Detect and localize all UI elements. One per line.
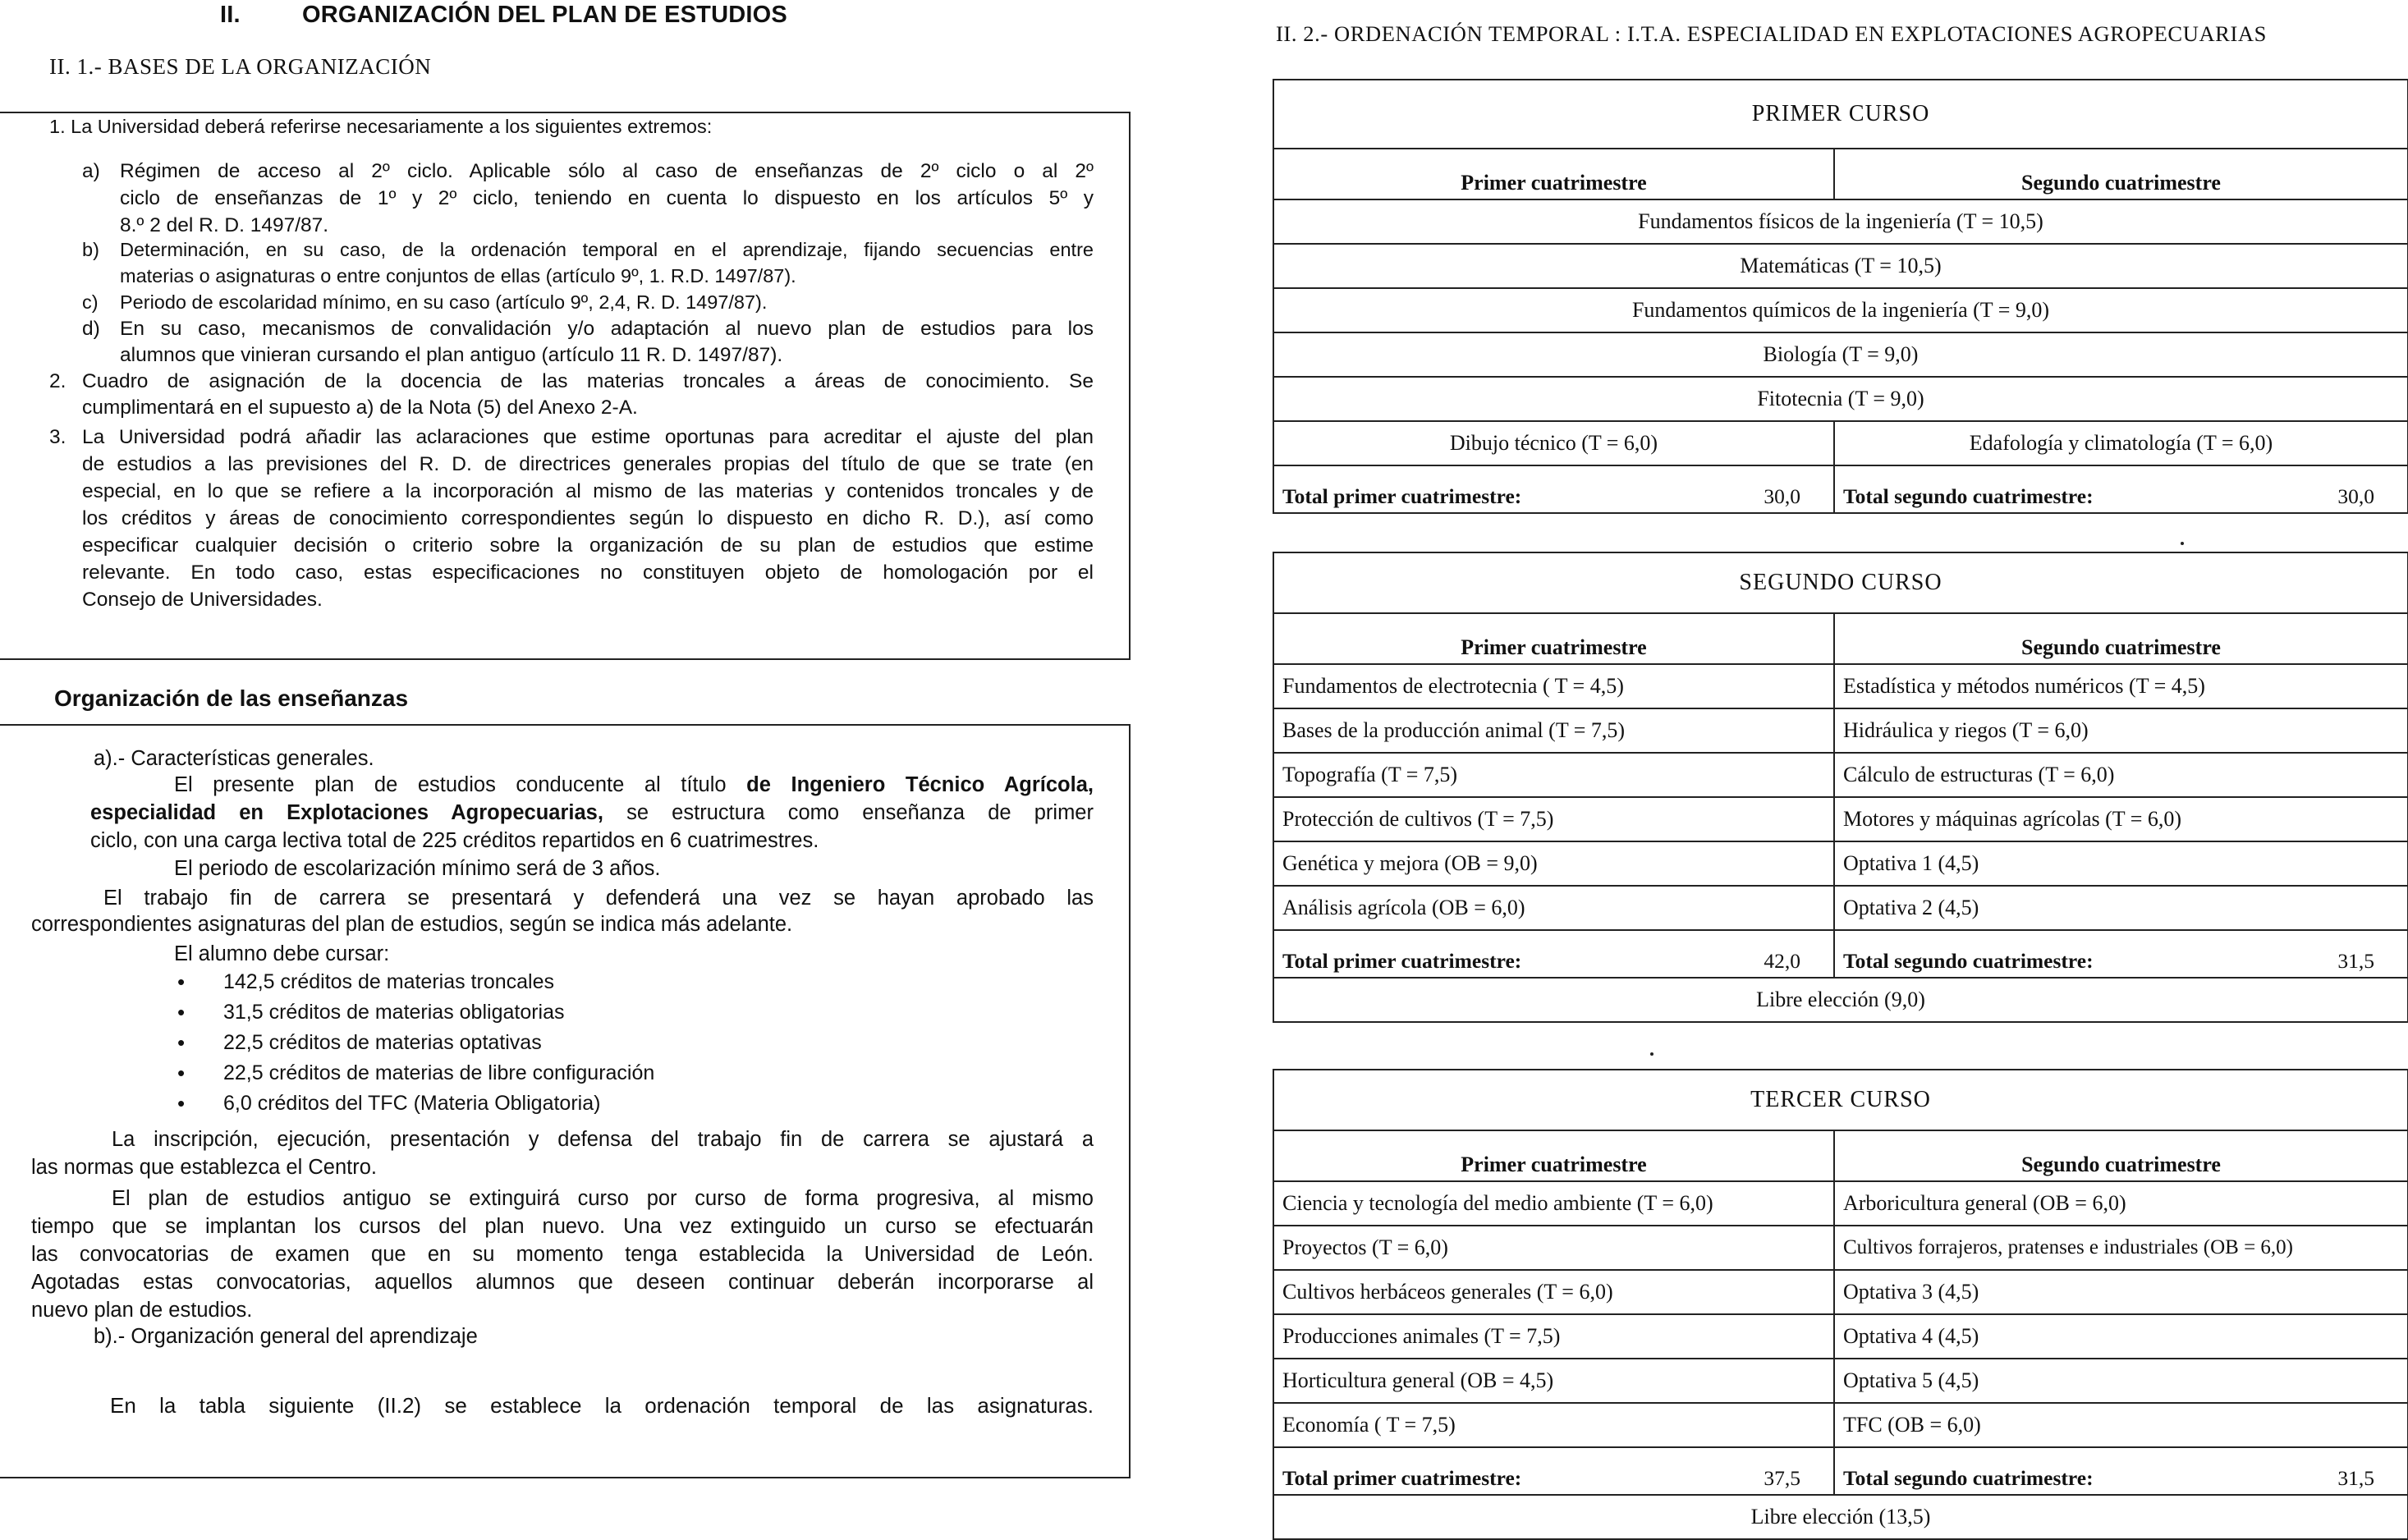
subject-cell: Optativa 1 (4,5) (1834, 841, 2408, 886)
primer-curso-title: PRIMER CURSO (1273, 80, 2408, 149)
subject-cell: Cultivos forrajeros, pratenses e industriales (OB = 6,0) (1834, 1226, 2408, 1270)
table-row (1273, 797, 2408, 841)
table-row (1273, 1226, 2408, 1270)
subject-cell: Biología (T = 9,0) (1273, 332, 2408, 377)
col-primer-cuatrimestre: Primer cuatrimestre (1273, 1130, 1834, 1181)
libre-eleccion-row (1273, 1495, 2408, 1539)
subject-cell: Fundamentos de electrotecnia ( T = 4,5) (1273, 664, 1834, 708)
total-segundo-cuatrimestre (1834, 465, 2408, 513)
subject-cell: Fundamentos físicos de la ingeniería (T = 10,5) (1273, 199, 2408, 244)
col-primer-cuatrimestre: Primer cuatrimestre (1273, 613, 1834, 664)
para-6-line-4: Agotadas estas convocatorias, aquellos alumnos que deseen continuar deberán incorporarse al (31, 1271, 1094, 1294)
segundo-curso-title: SEGUNDO CURSO (1273, 552, 2408, 613)
tercer-curso-title: TERCER CURSO (1273, 1070, 2408, 1130)
para-1-line-1 (174, 772, 1094, 799)
org-header (0, 660, 1131, 726)
total-value: 37,5 (1764, 1466, 1800, 1490)
item-a-line-1: Régimen de acceso al 2º ciclo. Aplicable sólo al caso de enseñanzas de 2º ciclo o al 2º (120, 160, 1094, 182)
subject-cell: Optativa 4 (4,5) (1834, 1314, 2408, 1359)
item-b-line-1: Determinación, en su caso, de la ordenación temporal en el aprendizaje, fijando secuencias entre (120, 239, 1094, 260)
para-7: En la tabla siguiente (II.2) se establece la ordenación temporal de las asignaturas. (110, 1393, 1094, 1418)
segundo-curso-table (1273, 552, 2408, 1023)
scan-speck (1650, 1052, 1653, 1056)
para-3-line-2: correspondientes asignaturas del plan de estudios, según se indica más adelante. (31, 913, 793, 936)
table-subheader-row (1273, 149, 2408, 199)
table-row (1273, 1181, 2408, 1226)
subject-cell: Estadística y métodos numéricos (T = 4,5) (1834, 664, 2408, 708)
libre-eleccion: Libre elección (9,0) (1273, 978, 2408, 1022)
table-row (1273, 421, 2408, 465)
item-3-line-3: especial, en lo que se refiere a la incorporación al mismo de las materias y contenidos troncales y de (82, 480, 1094, 502)
item-1: 1. La Universidad deberá referirse necesariamente a los siguientes extremos: (49, 116, 713, 137)
bullet-libre-configuracion: • 22,5 créditos de materias de libre configuración (223, 1058, 654, 1089)
total-label: Total segundo cuatrimestre: (1843, 1466, 2094, 1490)
table-row (1273, 886, 2408, 930)
subject-cell: Motores y máquinas agrícolas (T = 6,0) (1834, 797, 2408, 841)
item-3-line-6: relevante. En todo caso, estas especificaciones no constituyen objeto de homologación por el (82, 561, 1094, 584)
subheading: II. 1.- BASES DE LA ORGANIZACIÓN (49, 54, 432, 79)
table-row (1273, 332, 2408, 377)
subject-cell: Proyectos (T = 6,0) (1273, 1226, 1834, 1270)
total-value: 30,0 (2337, 484, 2374, 508)
para-1-line-3: ciclo, con una carga lectiva total de 225 créditos repartidos en 6 cuatrimestres. (90, 829, 819, 852)
item-2-label: 2. (49, 370, 67, 392)
table-subheader-row (1273, 1130, 2408, 1181)
subject-cell: Economía ( T = 7,5) (1273, 1403, 1834, 1447)
total-segundo-cuatrimestre (1834, 930, 2408, 978)
item-3-label: 3. (49, 426, 67, 448)
para-6-line-3: las convocatorias de examen que en su momento tenga establecida la Universidad de León. (31, 1243, 1094, 1266)
libre-eleccion-row (1273, 978, 2408, 1022)
para-2: El periodo de escolarización mínimo será de 3 años. (174, 857, 661, 880)
total-row (1273, 930, 2408, 978)
subject-cell: Fundamentos químicos de la ingeniería (T = 9,0) (1273, 288, 2408, 332)
item-b-label: b) (82, 239, 99, 260)
table-header-row (1273, 552, 2408, 613)
item-2-line-1: Cuadro de asignación de la docencia de las materias troncales a áreas de conocimiento. Se (82, 370, 1094, 392)
section-title (220, 2, 787, 29)
bullet-troncales: • 142,5 créditos de materias troncales (223, 967, 554, 997)
bullet-tfc: • 6,0 créditos del TFC (Materia Obligatoria) (223, 1089, 600, 1119)
bases-box (0, 112, 1131, 660)
subject-cell: Cálculo de estructuras (T = 6,0) (1834, 753, 2408, 797)
specialty-title: especialidad en Explotaciones Agropecuarias, (90, 801, 603, 824)
table-row (1273, 1314, 2408, 1359)
col-segundo-cuatrimestre: Segundo cuatrimestre (1834, 1130, 2408, 1181)
bullet-optativas: • 22,5 créditos de materias optativas (223, 1028, 542, 1058)
ordenacion-title: II. 2.- ORDENACIÓN TEMPORAL : I.T.A. ESPECIALIDAD EN EXPLOTACIONES AGROPECUARIAS (1276, 21, 2267, 46)
scan-speck (2181, 542, 2184, 545)
table-header-row (1273, 80, 2408, 149)
item-3-line-1: La Universidad podrá añadir las aclaraciones que estime oportunas para acreditar el ajuste del plan (82, 426, 1094, 448)
subject-cell: Dibujo técnico (T = 6,0) (1273, 421, 1834, 465)
subject-cell: Horticultura general (OB = 4,5) (1273, 1359, 1834, 1403)
table-row (1273, 377, 2408, 421)
subject-cell: Edafología y climatología (T = 6,0) (1834, 421, 2408, 465)
para-1-post: se estructura como enseñanza de primer (603, 801, 1094, 824)
total-value: 31,5 (2337, 1466, 2375, 1490)
section-number: II. (220, 2, 241, 28)
col-segundo-cuatrimestre: Segundo cuatrimestre (1834, 613, 2408, 664)
subject-cell: Bases de la producción animal (T = 7,5) (1273, 708, 1834, 753)
para-5-line-2: las normas que establezca el Centro. (31, 1156, 377, 1179)
item-c-line-1: Periodo de escolaridad mínimo, en su caso (artículo 9º, 2,4, R. D. 1497/87). (120, 291, 768, 313)
subject-cell: Genética y mejora (OB = 9,0) (1273, 841, 1834, 886)
table-row (1273, 1359, 2408, 1403)
total-label: Total primer cuatrimestre: (1282, 1466, 1522, 1490)
total-primer-cuatrimestre (1273, 930, 1834, 978)
table-row (1273, 841, 2408, 886)
total-row (1273, 465, 2408, 513)
subject-cell: Ciencia y tecnología del medio ambiente (T = 6,0) (1273, 1181, 1834, 1226)
item-a-label: a) (82, 160, 100, 182)
org-title: Organización de las enseñanzas (54, 685, 409, 711)
para-6-line-1: El plan de estudios antiguo se extinguirá curso por curso de forma progresiva, al mismo (112, 1187, 1094, 1210)
para-3-line-1: El trabajo fin de carrera se presentará y defenderá una vez se hayan aprobado las (103, 887, 1094, 910)
para-6-line-5: nuevo plan de estudios. (31, 1299, 253, 1322)
bullet-obligatorias: • 31,5 créditos de materias obligatorias (223, 997, 565, 1028)
total-value: 42,0 (1764, 949, 1800, 973)
total-primer-cuatrimestre (1273, 465, 1834, 513)
org-box (0, 726, 1131, 1478)
item-3-line-4: los créditos y áreas de conocimiento correspondientes según lo dispuesto en dicho R. D.), así como (82, 507, 1094, 529)
subject-cell: Optativa 2 (4,5) (1834, 886, 2408, 930)
degree-title: de Ingeniero Técnico Agrícola, (746, 773, 1094, 796)
table-row (1273, 753, 2408, 797)
para-1-pre: El presente plan de estudios conducente al título (174, 773, 747, 796)
item-3-line-2: de estudios a las previsiones del R. D. de directrices generales propias del título de que se trate (en (82, 453, 1094, 475)
subject-cell: Topografía (T = 7,5) (1273, 753, 1834, 797)
item-2-line-2: cumplimentará en el supuesto a) de la Nota (5) del Anexo 2-A. (82, 396, 638, 419)
primer-curso-table (1273, 79, 2408, 514)
libre-eleccion: Libre elección (13,5) (1273, 1495, 2408, 1539)
col-segundo-cuatrimestre: Segundo cuatrimestre (1834, 149, 2408, 199)
item-b-line-2: materias o asignaturas o entre conjuntos de ellas (artículo 9º, 1. R.D. 1497/87). (120, 265, 796, 286)
subject-cell: Matemáticas (T = 10,5) (1273, 244, 2408, 288)
tercer-curso-table (1273, 1069, 2408, 1540)
total-primer-cuatrimestre (1273, 1447, 1834, 1495)
para-5-line-1: La inscripción, ejecución, presentación y defensa del trabajo fin de carrera se ajustará a (112, 1128, 1094, 1151)
item-d-line-2: alumnos que vinieran cursando el plan antiguo (artículo 11 R. D. 1497/87). (120, 344, 783, 366)
table-subheader-row (1273, 613, 2408, 664)
para-4: El alumno debe cursar: (174, 942, 390, 965)
subject-cell: Optativa 5 (4,5) (1834, 1359, 2408, 1403)
total-label: Total segundo cuatrimestre: (1843, 949, 2094, 973)
subject-cell: Fitotecnia (T = 9,0) (1273, 377, 2408, 421)
subject-cell: Producciones animales (T = 7,5) (1273, 1314, 1834, 1359)
total-row (1273, 1447, 2408, 1495)
section-title-text: ORGANIZACIÓN DEL PLAN DE ESTUDIOS (302, 2, 787, 28)
table-row (1273, 288, 2408, 332)
left-page (0, 0, 1149, 1532)
subject-cell: Cultivos herbáceos generales (T = 6,0) (1273, 1270, 1834, 1314)
item-a-line-3: 8.º 2 del R. D. 1497/87. (120, 214, 329, 236)
table-row (1273, 1403, 2408, 1447)
item-3-line-7: Consejo de Universidades. (82, 589, 323, 611)
subject-cell: Arboricultura general (OB = 6,0) (1834, 1181, 2408, 1226)
col-primer-cuatrimestre: Primer cuatrimestre (1273, 149, 1834, 199)
subject-cell: Análisis agrícola (OB = 6,0) (1273, 886, 1834, 930)
para-6-line-2: tiempo que se implantan los cursos del plan nuevo. Una vez extinguido un curso se efectuarán (31, 1215, 1094, 1238)
table-header-row (1273, 1070, 2408, 1130)
table-row (1273, 1270, 2408, 1314)
org-b-heading: b).- Organización general del aprendizaje (94, 1325, 478, 1348)
total-segundo-cuatrimestre (1834, 1447, 2408, 1495)
item-3-line-5: especificar cualquier decisión o criterio sobre la organización de su plan de estudios que estime (82, 534, 1094, 557)
para-1-line-2 (90, 800, 1094, 827)
subject-cell: Hidráulica y riegos (T = 6,0) (1834, 708, 2408, 753)
total-value: 30,0 (1764, 484, 1800, 508)
org-a-heading: a).- Características generales. (94, 747, 374, 770)
table-row (1273, 244, 2408, 288)
item-a-line-2: ciclo de enseñanzas de 1º y 2º ciclo, teniendo en cuenta lo dispuesto en los artículos 5º y (120, 187, 1094, 209)
total-label: Total primer cuatrimestre: (1282, 949, 1522, 973)
subject-cell: Protección de cultivos (T = 7,5) (1273, 797, 1834, 841)
item-d-label: d) (82, 318, 100, 340)
subject-cell: TFC (OB = 6,0) (1834, 1403, 2408, 1447)
total-label: Total segundo cuatrimestre: (1843, 484, 2094, 508)
table-row (1273, 708, 2408, 753)
total-value: 31,5 (2337, 949, 2374, 973)
table-row (1273, 199, 2408, 244)
right-page (1264, 0, 2408, 1532)
table-row (1273, 664, 2408, 708)
total-label: Total primer cuatrimestre: (1282, 484, 1522, 508)
item-d-line-1: En su caso, mecanismos de convalidación y/o adaptación al nuevo plan de estudios para los (120, 318, 1094, 340)
item-c-label: c) (82, 291, 99, 313)
subject-cell: Optativa 3 (4,5) (1834, 1270, 2408, 1314)
